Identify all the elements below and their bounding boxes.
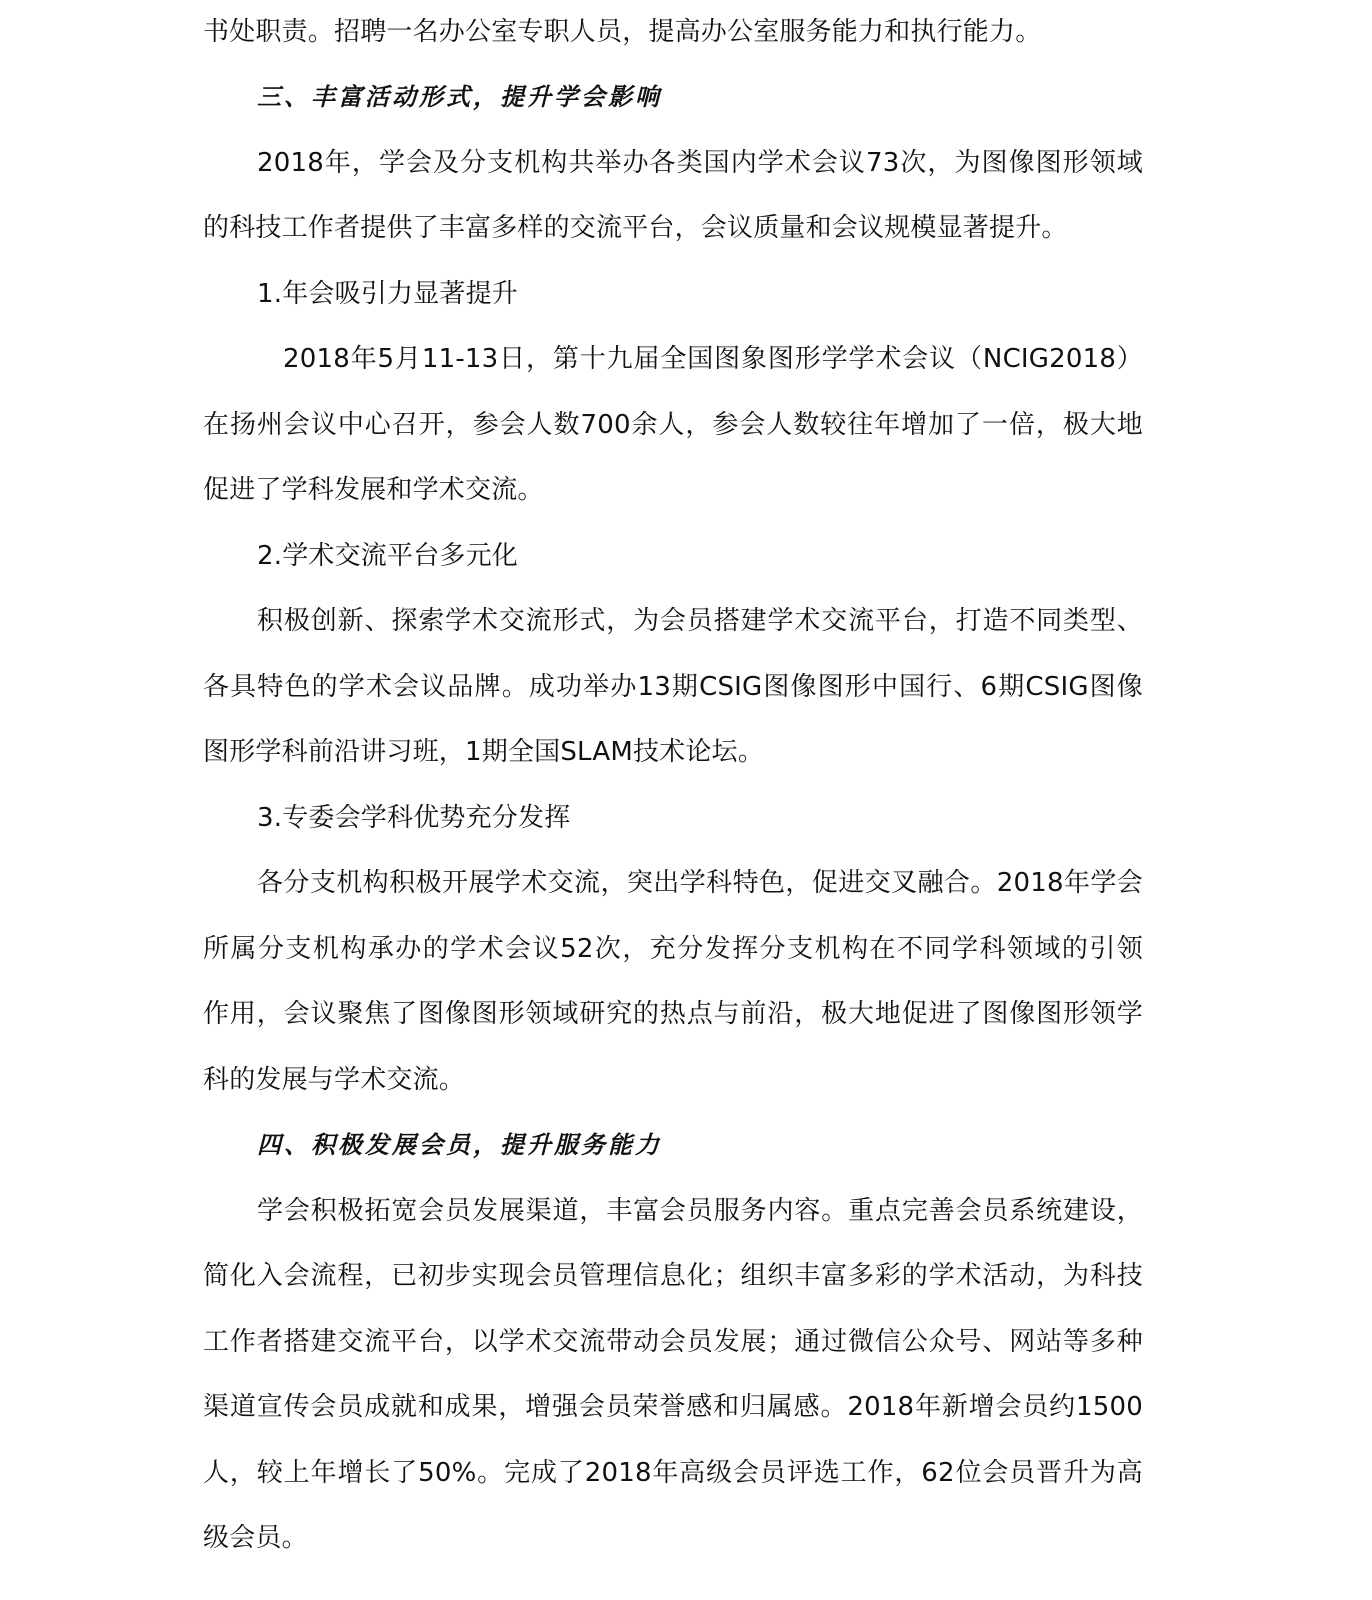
text-line: 各分支机构积极开展学术交流，突出学科特色，促进交叉融合。2018年学会 (257, 868, 1143, 898)
section-heading: 四、积极发展会员，提升服务能力 (257, 1130, 662, 1159)
text-line: 简化入会流程，已初步实现会员管理信息化；组织丰富多彩的学术活动，为科技 (203, 1261, 1143, 1291)
text-line: 学会积极拓宽会员发展渠道，丰富会员服务内容。重点完善会员系统建设， (257, 1196, 1143, 1226)
text-line: 作用，会议聚焦了图像图形领域研究的热点与前沿，极大地促进了图像图形领学 (203, 999, 1143, 1029)
text-line: 各具特色的学术会议品牌。成功举办13期CSIG图像图形中国行、6期CSIG图像 (203, 672, 1143, 702)
text-line: 的科技工作者提供了丰富多样的交流平台，会议质量和会议规模显著提升。 (203, 213, 1068, 243)
text-line: 积极创新、探索学术交流形式，为会员搭建学术交流平台，打造不同类型、 (257, 606, 1143, 636)
text-line: 书处职责。招聘一名办公室专职人员，提高办公室服务能力和执行能力。 (203, 17, 1042, 47)
text-line: 图形学科前沿讲习班，1期全国SLAM技术论坛。 (203, 737, 764, 767)
text-line: 工作者搭建交流平台，以学术交流带动会员发展；通过微信公众号、网站等多种 (203, 1327, 1143, 1357)
text-line: 级会员。 (203, 1523, 308, 1553)
subheading: 2.学术交流平台多元化 (257, 541, 519, 571)
text-line: 渠道宣传会员成就和成果，增强会员荣誉感和归属感。2018年新增会员约1500 (203, 1392, 1143, 1422)
text-line: 科的发展与学术交流。 (203, 1065, 466, 1095)
text-line: 在扬州会议中心召开，参会人数700余人，参会人数较往年增加了一倍，极大地 (203, 410, 1143, 440)
subheading: 1.年会吸引力显著提升 (257, 279, 519, 309)
section-heading: 三、丰富活动形式，提升学会影响 (257, 82, 662, 111)
text-line: 所属分支机构承办的学术会议52次，充分发挥分支机构在不同学科领域的引领 (203, 934, 1143, 964)
text-line: 2018年5月11-13日，第十九届全国图象图形学学术会议（NCIG2018） (283, 344, 1143, 374)
subheading: 3.专委会学科优势充分发挥 (257, 803, 571, 833)
text-line: 促进了学科发展和学术交流。 (203, 475, 544, 505)
text-line: 人，较上年增长了50%。完成了2018年高级会员评选工作，62位会员晋升为高 (203, 1458, 1143, 1488)
text-line: 2018年，学会及分支机构共举办各类国内学术会议73次，为图像图形领域 (257, 148, 1143, 178)
